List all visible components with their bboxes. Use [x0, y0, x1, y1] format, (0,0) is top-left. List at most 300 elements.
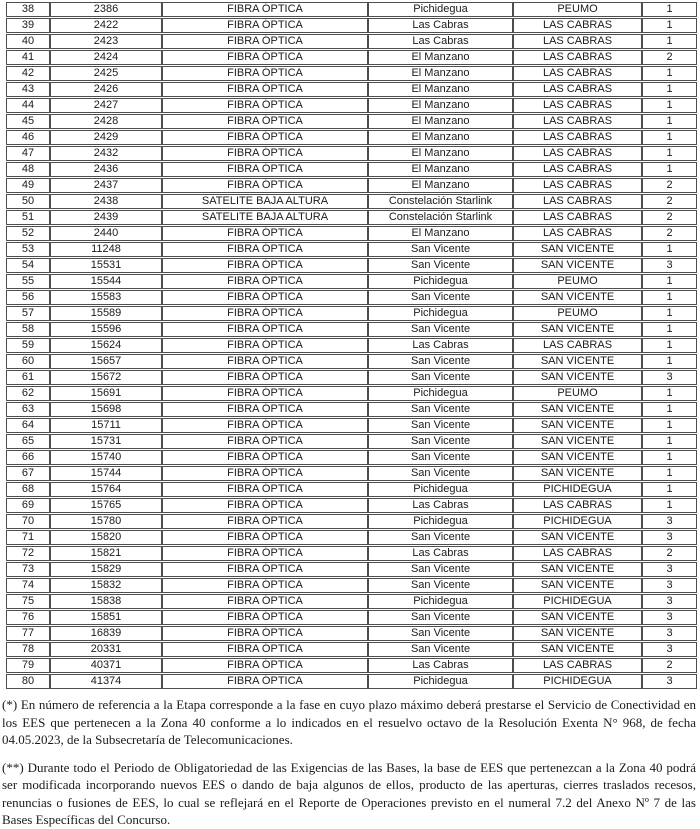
cell-ees-id: 15531 — [50, 258, 162, 273]
cell-tecnologia: FIBRA ÓPTICA — [162, 498, 368, 513]
cell-etapa: 3 — [642, 530, 697, 545]
cell-tecnologia: FIBRA ÓPTICA — [162, 258, 368, 273]
table-row — [6, 290, 697, 305]
cell-zona: SAN VICENTE — [513, 610, 642, 625]
cell-zona: SAN VICENTE — [513, 450, 642, 465]
table-row — [6, 482, 697, 497]
cell-zona: SAN VICENTE — [513, 578, 642, 593]
cell-etapa: 1 — [642, 274, 697, 289]
cell-row-number: 52 — [6, 226, 50, 241]
cell-zona: PICHIDEGUA — [513, 594, 642, 609]
cell-tecnologia: SATELITE BAJA ALTURA — [162, 194, 368, 209]
cell-etapa: 1 — [642, 418, 697, 433]
cell-ees-id: 41374 — [50, 674, 162, 689]
cell-zona: SAN VICENTE — [513, 466, 642, 481]
cell-localidad: San Vicente — [368, 578, 513, 593]
cell-row-number: 39 — [6, 18, 50, 33]
table-row — [6, 82, 697, 97]
cell-etapa: 1 — [642, 386, 697, 401]
cell-localidad: San Vicente — [368, 370, 513, 385]
cell-zona: PICHIDEGUA — [513, 514, 642, 529]
cell-localidad: Las Cabras — [368, 498, 513, 513]
cell-zona: LAS CABRAS — [513, 178, 642, 193]
cell-ees-id: 2427 — [50, 98, 162, 113]
cell-tecnologia: SATELITE BAJA ALTURA — [162, 210, 368, 225]
table-row — [6, 498, 697, 513]
cell-tecnologia: FIBRA ÓPTICA — [162, 290, 368, 305]
cell-ees-id: 2432 — [50, 146, 162, 161]
cell-ees-id: 15711 — [50, 418, 162, 433]
cell-localidad: El Manzano — [368, 162, 513, 177]
cell-row-number: 54 — [6, 258, 50, 273]
cell-etapa: 3 — [642, 514, 697, 529]
cell-localidad: San Vicente — [368, 354, 513, 369]
cell-tecnologia: FIBRA ÓPTICA — [162, 402, 368, 417]
cell-row-number: 67 — [6, 466, 50, 481]
cell-etapa: 3 — [642, 562, 697, 577]
cell-localidad: El Manzano — [368, 50, 513, 65]
cell-etapa: 1 — [642, 98, 697, 113]
cell-etapa: 2 — [642, 658, 697, 673]
cell-localidad: San Vicente — [368, 434, 513, 449]
cell-row-number: 61 — [6, 370, 50, 385]
cell-localidad: Las Cabras — [368, 34, 513, 49]
cell-zona: LAS CABRAS — [513, 498, 642, 513]
cell-row-number: 60 — [6, 354, 50, 369]
cell-localidad: San Vicente — [368, 418, 513, 433]
cell-localidad: San Vicente — [368, 642, 513, 657]
table-row — [6, 34, 697, 49]
cell-localidad: El Manzano — [368, 178, 513, 193]
cell-etapa: 1 — [642, 242, 697, 257]
cell-etapa: 3 — [642, 594, 697, 609]
cell-ees-id: 15589 — [50, 306, 162, 321]
cell-tecnologia: FIBRA ÓPTICA — [162, 482, 368, 497]
cell-localidad: El Manzano — [368, 130, 513, 145]
cell-zona: PEUMO — [513, 306, 642, 321]
cell-ees-id: 15657 — [50, 354, 162, 369]
cell-row-number: 71 — [6, 530, 50, 545]
cell-ees-id: 20331 — [50, 642, 162, 657]
cell-zona: LAS CABRAS — [513, 50, 642, 65]
cell-zona: LAS CABRAS — [513, 34, 642, 49]
table-row — [6, 226, 697, 241]
cell-zona: LAS CABRAS — [513, 130, 642, 145]
cell-row-number: 78 — [6, 642, 50, 657]
table-row — [6, 322, 697, 337]
cell-tecnologia: FIBRA ÓPTICA — [162, 178, 368, 193]
table-row — [6, 450, 697, 465]
cell-localidad: Pichidegua — [368, 514, 513, 529]
table-row — [6, 274, 697, 289]
cell-ees-id: 2428 — [50, 114, 162, 129]
cell-localidad: El Manzano — [368, 226, 513, 241]
cell-etapa: 1 — [642, 130, 697, 145]
cell-row-number: 38 — [6, 2, 50, 17]
cell-zona: LAS CABRAS — [513, 658, 642, 673]
cell-row-number: 55 — [6, 274, 50, 289]
cell-row-number: 48 — [6, 162, 50, 177]
cell-ees-id: 15544 — [50, 274, 162, 289]
cell-localidad: Las Cabras — [368, 546, 513, 561]
cell-localidad: El Manzano — [368, 82, 513, 97]
cell-etapa: 1 — [642, 34, 697, 49]
table-row — [6, 18, 697, 33]
cell-etapa: 1 — [642, 114, 697, 129]
cell-zona: LAS CABRAS — [513, 114, 642, 129]
cell-tecnologia: FIBRA ÓPTICA — [162, 338, 368, 353]
cell-zona: SAN VICENTE — [513, 322, 642, 337]
cell-localidad: San Vicente — [368, 626, 513, 641]
cell-tecnologia: FIBRA ÓPTICA — [162, 562, 368, 577]
cell-zona: SAN VICENTE — [513, 530, 642, 545]
cell-etapa: 2 — [642, 194, 697, 209]
cell-localidad: San Vicente — [368, 530, 513, 545]
cell-ees-id: 15698 — [50, 402, 162, 417]
cell-tecnologia: FIBRA ÓPTICA — [162, 530, 368, 545]
cell-ees-id: 15731 — [50, 434, 162, 449]
cell-zona: SAN VICENTE — [513, 626, 642, 641]
table-row — [6, 514, 697, 529]
cell-row-number: 40 — [6, 34, 50, 49]
table-row — [6, 2, 697, 17]
table-row — [6, 418, 697, 433]
cell-tecnologia: FIBRA ÓPTICA — [162, 658, 368, 673]
cell-zona: LAS CABRAS — [513, 18, 642, 33]
cell-etapa: 1 — [642, 338, 697, 353]
cell-ees-id: 15820 — [50, 530, 162, 545]
table-row — [6, 546, 697, 561]
cell-ees-id: 15691 — [50, 386, 162, 401]
table-row — [6, 578, 697, 593]
cell-localidad: Pichidegua — [368, 306, 513, 321]
cell-tecnologia: FIBRA ÓPTICA — [162, 50, 368, 65]
table-row — [6, 674, 697, 689]
cell-ees-id: 2440 — [50, 226, 162, 241]
cell-row-number: 70 — [6, 514, 50, 529]
cell-etapa: 2 — [642, 210, 697, 225]
cell-etapa: 2 — [642, 50, 697, 65]
cell-localidad: San Vicente — [368, 610, 513, 625]
cell-localidad: El Manzano — [368, 66, 513, 81]
cell-row-number: 42 — [6, 66, 50, 81]
cell-row-number: 69 — [6, 498, 50, 513]
cell-localidad: San Vicente — [368, 450, 513, 465]
table-row — [6, 434, 697, 449]
cell-row-number: 72 — [6, 546, 50, 561]
cell-ees-id: 2439 — [50, 210, 162, 225]
cell-row-number: 43 — [6, 82, 50, 97]
document-page — [0, 1, 700, 827]
cell-localidad: El Manzano — [368, 98, 513, 113]
cell-zona: PICHIDEGUA — [513, 482, 642, 497]
table-row — [6, 146, 697, 161]
table-row — [6, 66, 697, 81]
table-row — [6, 98, 697, 113]
cell-ees-id: 2424 — [50, 50, 162, 65]
cell-row-number: 41 — [6, 50, 50, 65]
cell-ees-id: 15672 — [50, 370, 162, 385]
cell-zona: SAN VICENTE — [513, 642, 642, 657]
cell-tecnologia: FIBRA ÓPTICA — [162, 674, 368, 689]
cell-row-number: 62 — [6, 386, 50, 401]
cell-zona: LAS CABRAS — [513, 194, 642, 209]
cell-tecnologia: FIBRA ÓPTICA — [162, 18, 368, 33]
cell-etapa: 1 — [642, 2, 697, 17]
cell-etapa: 1 — [642, 402, 697, 417]
cell-ees-id: 16839 — [50, 626, 162, 641]
cell-row-number: 68 — [6, 482, 50, 497]
cell-row-number: 44 — [6, 98, 50, 113]
cell-zona: SAN VICENTE — [513, 434, 642, 449]
cell-row-number: 66 — [6, 450, 50, 465]
cell-ees-id: 15821 — [50, 546, 162, 561]
cell-localidad: Constelación Starlink — [368, 210, 513, 225]
cell-zona: PICHIDEGUA — [513, 674, 642, 689]
cell-tecnologia: FIBRA ÓPTICA — [162, 514, 368, 529]
cell-etapa: 1 — [642, 482, 697, 497]
cell-etapa: 1 — [642, 66, 697, 81]
cell-etapa: 1 — [642, 146, 697, 161]
table-row — [6, 338, 697, 353]
cell-localidad: San Vicente — [368, 466, 513, 481]
cell-localidad: San Vicente — [368, 562, 513, 577]
cell-ees-id: 15765 — [50, 498, 162, 513]
table-row — [6, 530, 697, 545]
cell-tecnologia: FIBRA ÓPTICA — [162, 450, 368, 465]
cell-row-number: 58 — [6, 322, 50, 337]
cell-localidad: El Manzano — [368, 146, 513, 161]
cell-localidad: San Vicente — [368, 322, 513, 337]
cell-tecnologia: FIBRA ÓPTICA — [162, 98, 368, 113]
cell-localidad: Pichidegua — [368, 482, 513, 497]
cell-ees-id: 15832 — [50, 578, 162, 593]
cell-ees-id: 15764 — [50, 482, 162, 497]
cell-etapa: 1 — [642, 498, 697, 513]
table-row — [6, 306, 697, 321]
cell-zona: LAS CABRAS — [513, 162, 642, 177]
cell-zona: LAS CABRAS — [513, 226, 642, 241]
cell-row-number: 73 — [6, 562, 50, 577]
cell-etapa: 3 — [642, 674, 697, 689]
cell-etapa: 1 — [642, 306, 697, 321]
table-row — [6, 562, 697, 577]
cell-row-number: 47 — [6, 146, 50, 161]
table-row — [6, 610, 697, 625]
cell-row-number: 74 — [6, 578, 50, 593]
cell-row-number: 57 — [6, 306, 50, 321]
cell-row-number: 56 — [6, 290, 50, 305]
cell-tecnologia: FIBRA ÓPTICA — [162, 226, 368, 241]
cell-etapa: 1 — [642, 322, 697, 337]
cell-etapa: 2 — [642, 178, 697, 193]
cell-tecnologia: FIBRA ÓPTICA — [162, 2, 368, 17]
cell-localidad: San Vicente — [368, 290, 513, 305]
cell-ees-id: 2436 — [50, 162, 162, 177]
cell-ees-id: 2429 — [50, 130, 162, 145]
cell-zona: LAS CABRAS — [513, 210, 642, 225]
cell-zona: LAS CABRAS — [513, 66, 642, 81]
cell-zona: LAS CABRAS — [513, 82, 642, 97]
cell-row-number: 49 — [6, 178, 50, 193]
table-row — [6, 210, 697, 225]
cell-ees-id: 2437 — [50, 178, 162, 193]
cell-zona: PEUMO — [513, 274, 642, 289]
cell-tecnologia: FIBRA ÓPTICA — [162, 642, 368, 657]
cell-zona: SAN VICENTE — [513, 562, 642, 577]
cell-tecnologia: FIBRA ÓPTICA — [162, 146, 368, 161]
cell-row-number: 79 — [6, 658, 50, 673]
cell-zona: LAS CABRAS — [513, 338, 642, 353]
table-row — [6, 114, 697, 129]
cell-tecnologia: FIBRA ÓPTICA — [162, 578, 368, 593]
cell-tecnologia: FIBRA ÓPTICA — [162, 242, 368, 257]
cell-ees-id: 15744 — [50, 466, 162, 481]
cell-tecnologia: FIBRA ÓPTICA — [162, 82, 368, 97]
cell-ees-id: 15851 — [50, 610, 162, 625]
cell-localidad: Las Cabras — [368, 18, 513, 33]
cell-ees-id: 15740 — [50, 450, 162, 465]
cell-localidad: Pichidegua — [368, 594, 513, 609]
table-row — [6, 658, 697, 673]
cell-row-number: 75 — [6, 594, 50, 609]
cell-zona: LAS CABRAS — [513, 546, 642, 561]
table-row — [6, 370, 697, 385]
cell-zona: PEUMO — [513, 2, 642, 17]
cell-localidad: Pichidegua — [368, 274, 513, 289]
cell-tecnologia: FIBRA ÓPTICA — [162, 466, 368, 481]
cell-zona: PEUMO — [513, 386, 642, 401]
cell-tecnologia: FIBRA ÓPTICA — [162, 34, 368, 49]
table-row — [6, 162, 697, 177]
cell-localidad: Las Cabras — [368, 658, 513, 673]
cell-tecnologia: FIBRA ÓPTICA — [162, 386, 368, 401]
cell-ees-id: 2422 — [50, 18, 162, 33]
cell-row-number: 50 — [6, 194, 50, 209]
cell-ees-id: 11248 — [50, 242, 162, 257]
cell-etapa: 3 — [642, 642, 697, 657]
cell-localidad: San Vicente — [368, 258, 513, 273]
cell-localidad: Las Cabras — [368, 338, 513, 353]
cell-etapa: 1 — [642, 162, 697, 177]
cell-localidad: Pichidegua — [368, 2, 513, 17]
cell-etapa: 1 — [642, 354, 697, 369]
cell-row-number: 46 — [6, 130, 50, 145]
cell-tecnologia: FIBRA ÓPTICA — [162, 66, 368, 81]
cell-etapa: 1 — [642, 18, 697, 33]
cell-ees-id: 2423 — [50, 34, 162, 49]
cell-localidad: Constelación Starlink — [368, 194, 513, 209]
footnote-double-asterisk: (**) Durante todo el Periodo de Obligatoriedad de las Exigencias de las Bases, la base de EES que pertenezcan a la Zona 40 podrá ser modificada incorporando nuevos EES o dando de baja algunos de ellos, producto de las aperturas, cierres traslados recesos, renuncias o fusiones de EES, lo cual se reflejará en el Reporte de Operaciones previsto en el numeral 7.2 del Anexo Nº 7 de las Bases Específicas del Concurso. — [2, 759, 696, 827]
cell-tecnologia: FIBRA ÓPTICA — [162, 354, 368, 369]
cell-etapa: 3 — [642, 578, 697, 593]
cell-row-number: 59 — [6, 338, 50, 353]
table-row — [6, 466, 697, 481]
cell-row-number: 53 — [6, 242, 50, 257]
cell-row-number: 76 — [6, 610, 50, 625]
cell-ees-id: 15780 — [50, 514, 162, 529]
cell-row-number: 45 — [6, 114, 50, 129]
cell-zona: SAN VICENTE — [513, 290, 642, 305]
cell-ees-id: 15838 — [50, 594, 162, 609]
cell-ees-id: 2386 — [50, 2, 162, 17]
cell-etapa: 1 — [642, 82, 697, 97]
cell-tecnologia: FIBRA ÓPTICA — [162, 546, 368, 561]
cell-etapa: 1 — [642, 434, 697, 449]
table-row — [6, 626, 697, 641]
cell-ees-id: 2438 — [50, 194, 162, 209]
cell-localidad: San Vicente — [368, 402, 513, 417]
cell-zona: SAN VICENTE — [513, 402, 642, 417]
cell-localidad: San Vicente — [368, 242, 513, 257]
cell-tecnologia: FIBRA ÓPTICA — [162, 162, 368, 177]
table-row — [6, 130, 697, 145]
cell-tecnologia: FIBRA ÓPTICA — [162, 274, 368, 289]
cell-ees-id: 15596 — [50, 322, 162, 337]
table-row — [6, 50, 697, 65]
cell-localidad: Pichidegua — [368, 386, 513, 401]
cell-ees-id: 40371 — [50, 658, 162, 673]
cell-zona: LAS CABRAS — [513, 146, 642, 161]
cell-etapa: 1 — [642, 290, 697, 305]
cell-zona: SAN VICENTE — [513, 418, 642, 433]
cell-localidad: Pichidegua — [368, 674, 513, 689]
cell-tecnologia: FIBRA ÓPTICA — [162, 322, 368, 337]
cell-tecnologia: FIBRA ÓPTICA — [162, 626, 368, 641]
cell-tecnologia: FIBRA ÓPTICA — [162, 114, 368, 129]
cell-row-number: 77 — [6, 626, 50, 641]
footnote-single-asterisk: (*) En número de referencia a la Etapa corresponde a la fase en cuyo plazo máximo deberá prestarse el Servicio de Conectividad en los EES que pertenecen a la Zona 40 conforme a lo indicados en el resuelvo octavo de la Resolución Exenta N° 968, de fecha 04.05.2023, de la Subsecretaría de Telecomunicaciones. — [2, 697, 696, 747]
cell-row-number: 63 — [6, 402, 50, 417]
table-row — [6, 194, 697, 209]
cell-tecnologia: FIBRA ÓPTICA — [162, 434, 368, 449]
cell-tecnologia: FIBRA ÓPTICA — [162, 130, 368, 145]
cell-tecnologia: FIBRA ÓPTICA — [162, 594, 368, 609]
table-row — [6, 258, 697, 273]
cell-row-number: 65 — [6, 434, 50, 449]
cell-tecnologia: FIBRA ÓPTICA — [162, 306, 368, 321]
cell-zona: SAN VICENTE — [513, 370, 642, 385]
cell-zona: SAN VICENTE — [513, 354, 642, 369]
table-row — [6, 402, 697, 417]
cell-row-number: 80 — [6, 674, 50, 689]
cell-row-number: 51 — [6, 210, 50, 225]
ees-zona40-table — [6, 1, 697, 690]
cell-ees-id: 15583 — [50, 290, 162, 305]
cell-ees-id: 2425 — [50, 66, 162, 81]
cell-etapa: 2 — [642, 546, 697, 561]
cell-etapa: 1 — [642, 450, 697, 465]
table-row — [6, 386, 697, 401]
table-row — [6, 354, 697, 369]
cell-etapa: 1 — [642, 466, 697, 481]
table-row — [6, 242, 697, 257]
cell-row-number: 64 — [6, 418, 50, 433]
cell-zona: SAN VICENTE — [513, 258, 642, 273]
cell-tecnologia: FIBRA ÓPTICA — [162, 370, 368, 385]
cell-zona: LAS CABRAS — [513, 98, 642, 113]
cell-tecnologia: FIBRA ÓPTICA — [162, 418, 368, 433]
cell-ees-id: 2426 — [50, 82, 162, 97]
cell-tecnologia: FIBRA ÓPTICA — [162, 610, 368, 625]
cell-ees-id: 15624 — [50, 338, 162, 353]
cell-etapa: 3 — [642, 610, 697, 625]
cell-etapa: 2 — [642, 226, 697, 241]
cell-localidad: El Manzano — [368, 114, 513, 129]
cell-ees-id: 15829 — [50, 562, 162, 577]
cell-etapa: 3 — [642, 626, 697, 641]
table-row — [6, 178, 697, 193]
